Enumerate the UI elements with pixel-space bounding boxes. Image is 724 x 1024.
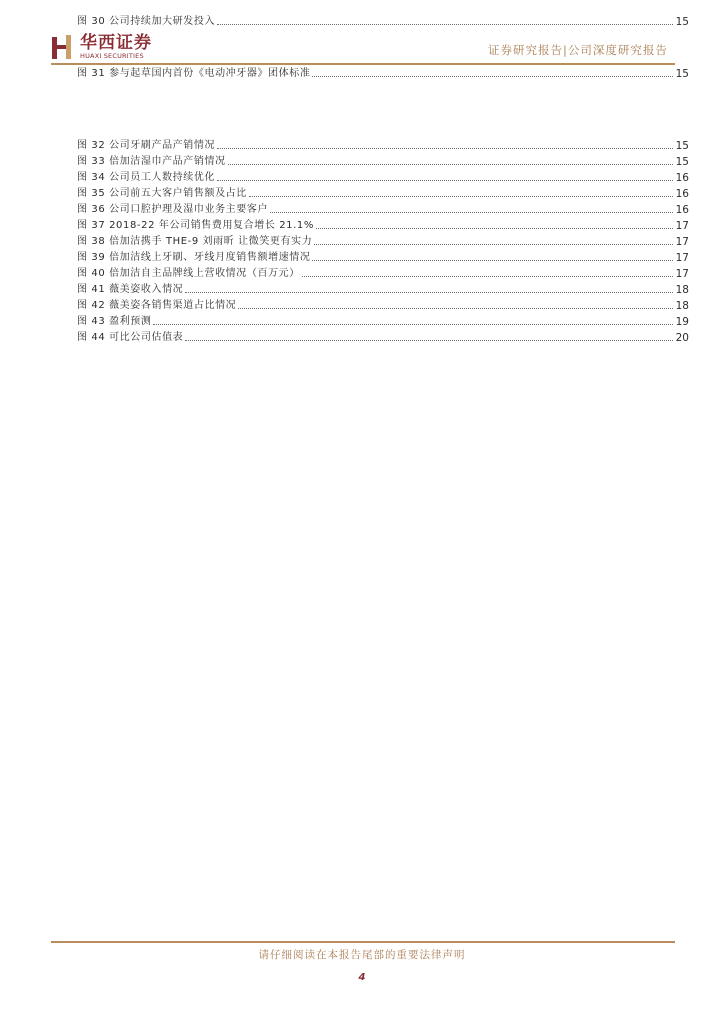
toc-entry-page: 18 <box>675 284 689 296</box>
page-number: 4 <box>358 972 366 983</box>
toc-entry-page: 15 <box>675 16 689 28</box>
toc-leader-dots <box>249 196 673 197</box>
toc-entry-page: 16 <box>675 188 689 200</box>
toc-entry-label: 图 34 公司员工人数持续优化 <box>77 172 216 183</box>
toc-entry-page: 15 <box>675 68 689 80</box>
toc-entry-label: 图 42 薇美姿各销售渠道占比情况 <box>77 300 237 311</box>
toc-entry[interactable] <box>77 202 689 216</box>
toc-entry-label: 图 44 可比公司估值表 <box>77 332 184 343</box>
toc-leader-dots <box>217 180 673 181</box>
toc-entry[interactable] <box>77 170 689 184</box>
toc-entry-page: 20 <box>675 332 689 344</box>
toc-entry-label: 图 30 公司持续加大研发投入 <box>77 16 216 27</box>
toc-leader-dots <box>153 324 673 325</box>
toc-leader-dots <box>238 308 673 309</box>
toc-leader-dots <box>316 228 673 229</box>
toc-entry[interactable] <box>77 330 689 344</box>
toc-entry[interactable] <box>77 234 689 248</box>
toc-entry-label: 图 36 公司口腔护理及湿巾业务主要客户 <box>77 204 269 215</box>
toc-entry-page: 15 <box>675 156 689 168</box>
logo-name-en: HUAXI SECURITIES <box>80 52 144 60</box>
toc-entry-label: 图 33 倍加洁湿巾产品产销情况 <box>77 156 226 167</box>
logo-mark-icon <box>51 34 73 60</box>
toc-entry-page: 15 <box>675 140 689 152</box>
toc-entry-label: 图 37 2018-22 年公司销售费用复合增长 21.1% <box>77 220 314 231</box>
toc-entry[interactable] <box>77 14 689 28</box>
toc-leader-dots <box>217 24 673 25</box>
toc-entry[interactable] <box>77 314 689 328</box>
toc-entry-label: 图 43 盈利预测 <box>77 316 152 327</box>
toc-leader-dots <box>312 260 673 261</box>
toc-leader-dots <box>185 340 673 341</box>
toc-entry[interactable] <box>77 66 689 80</box>
toc-entry-page: 17 <box>675 268 689 280</box>
toc-entry[interactable] <box>77 186 689 200</box>
toc-leader-dots <box>217 148 673 149</box>
toc-entry[interactable] <box>77 266 689 280</box>
toc-entry-page: 19 <box>675 316 689 328</box>
toc-entry[interactable] <box>77 138 689 152</box>
toc-entry-label: 图 31 参与起草国内首份《电动冲牙器》团体标准 <box>77 68 311 79</box>
legal-disclaimer-notice: 请仔细阅读在本报告尾部的重要法律声明 <box>258 949 466 961</box>
toc-entry-page: 17 <box>675 252 689 264</box>
toc-entry-label: 图 41 薇美姿收入情况 <box>77 284 184 295</box>
toc-entry[interactable] <box>77 218 689 232</box>
toc-entry[interactable] <box>77 250 689 264</box>
header-divider <box>51 63 675 65</box>
toc-leader-dots <box>185 292 673 293</box>
toc-entry-page: 18 <box>675 300 689 312</box>
toc-entry[interactable] <box>77 154 689 168</box>
toc-leader-dots <box>270 212 673 213</box>
toc-entry[interactable] <box>77 282 689 296</box>
toc-entry[interactable] <box>77 298 689 312</box>
report-type-label: 证券研究报告|公司深度研究报告 <box>488 43 668 57</box>
toc-leader-dots <box>314 244 673 245</box>
company-logo <box>51 34 152 60</box>
toc-entry-page: 17 <box>675 236 689 248</box>
toc-leader-dots <box>228 164 673 165</box>
toc-entry-label: 图 32 公司牙刷产品产销情况 <box>77 140 216 151</box>
toc-leader-dots <box>312 76 673 77</box>
footer-divider <box>51 941 675 943</box>
toc-entry-label: 图 35 公司前五大客户销售额及占比 <box>77 188 247 199</box>
toc-entry-page: 16 <box>675 204 689 216</box>
logo-name-cn: 华西证券 <box>80 33 152 53</box>
toc-entry-page: 16 <box>675 172 689 184</box>
toc-leader-dots <box>302 276 673 277</box>
toc-entry-page: 17 <box>675 220 689 232</box>
toc-entry-label: 图 40 倍加洁自主品牌线上营收情况（百万元） <box>77 268 300 279</box>
toc-entry-label: 图 38 倍加洁携手 THE-9 刘雨昕 让微笑更有实力 <box>77 236 313 247</box>
toc-entry-label: 图 39 倍加洁线上牙刷、牙线月度销售额增速情况 <box>77 252 311 263</box>
